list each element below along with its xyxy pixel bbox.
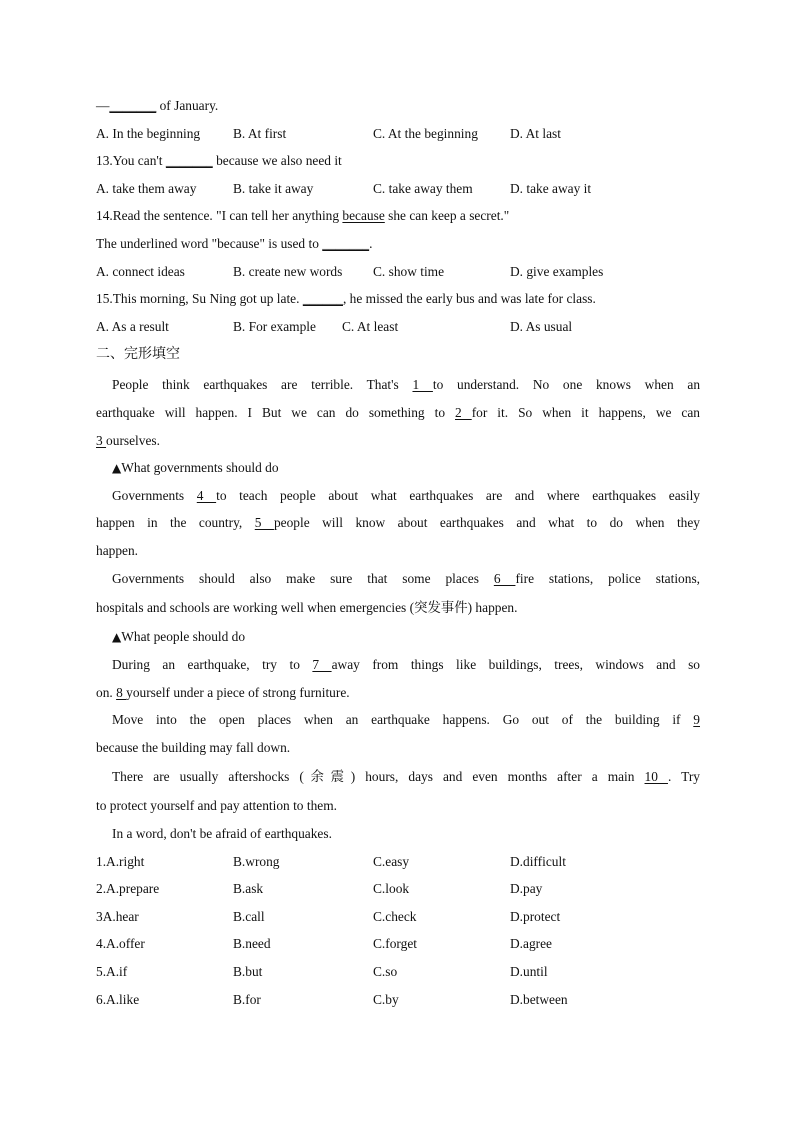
p2-l2-text: happen in the country, [96,515,255,530]
blank-9: 9 [693,712,700,727]
q14-options [96,264,700,280]
q15-option-c: C. At least [342,319,399,334]
passage-p4-line1 [112,657,700,673]
cloze-1-option-b: B.wrong [233,854,280,869]
p2-l1-text: Governments [112,488,197,503]
p3-l1-text: Governments should also make sure that some places [112,571,494,586]
q13-option-a: A. take them away [96,181,197,196]
blank-10: 10 [644,769,668,784]
blank-7: 7 [312,657,332,672]
q12-option-d: D. At last [510,126,561,141]
q13-option-b: B. take it away [233,181,314,196]
cloze-2-option-b: B.ask [233,881,264,896]
cloze-options-6 [96,992,700,1008]
q13-text-post: because we also need it [212,153,342,168]
q15-question [96,291,596,307]
q14-option-b: B. create new words [233,264,343,279]
cloze-1-option-d: D.difficult [510,854,566,869]
p6-l1-text: There are usually aftershocks (余震) hours, days and even months after a main [112,769,645,784]
cloze-options-1 [96,854,700,870]
q12-options [96,126,700,142]
q13-text-pre: 13.You can't [96,153,166,168]
passage-p6-line1 [112,769,700,785]
cloze-4-option-c: C.forget [373,936,418,951]
cloze-options-2 [96,881,700,897]
p1-l1-text-post: to understand. No one knows when an [432,377,701,392]
cloze-4-option-b: B.need [233,936,271,951]
cloze-4-option-a: 4.A.offer [96,936,145,951]
passage-p1-line1 [112,377,700,393]
p4-l1-text: During an earthquake, try to [112,657,313,672]
p1-l2-text: earthquake will happen. I But we can do something to [96,405,456,420]
q13-option-c: C. take away them [373,181,473,196]
passage-p7: In a word, don't be afraid of earthquakes. [112,826,332,841]
blank-2: 2 [455,405,472,420]
cloze-2-option-c: C.look [373,881,410,896]
p3-l1-text-post: fire stations, police stations, [515,571,700,586]
q15-blank: ______ [302,291,343,306]
q12-text: of January. [156,98,219,113]
q14-option-a: A. connect ideas [96,264,185,279]
cloze-5-option-a: 5.A.if [96,964,128,979]
cloze-options-5 [96,964,700,980]
q14-underlined-word: because [342,208,385,223]
q15-option-d: D. As usual [510,319,573,334]
q15-option-a: A. As a result [96,319,169,334]
cloze-6-option-b: B.for [233,992,261,1007]
blank-1: 1 [412,377,433,392]
cloze-3-option-c: C.check [373,909,417,924]
q13-options [96,181,700,197]
cloze-options-3 [96,909,700,925]
passage-p6-line2: to protect yourself and pay attention to them. [96,798,337,813]
q14-question [96,208,509,224]
q15-text-post: , he missed the early bus and was late for class. [342,291,596,306]
cloze-3-option-a: 3A.hear [96,909,139,924]
q12-option-b: B. At first [233,126,287,141]
passage-p4-line2 [96,685,350,701]
cloze-4-option-d: D.agree [510,936,553,951]
passage-p1-line3 [96,433,160,449]
q14-blank: _______ [322,236,370,251]
passage-p2-line1 [112,488,700,504]
cloze-1-option-a: 1.A.right [96,854,145,869]
q12-dash: — [96,98,110,113]
q14-option-d: D. give examples [510,264,604,279]
subheading-governments-text: What governments should do [121,460,279,475]
passage-p2-line2 [96,515,700,531]
subheading-people [112,629,245,645]
q14-text-pre: 14.Read the sentence. "I can tell her anything [96,208,343,223]
p5-l1-text: Move into the open places when an earthquake happens. Go out of the building if [112,712,694,727]
subheading-governments [112,460,279,476]
q12-blank: _______ [109,98,157,113]
cloze-3-option-d: D.protect [510,909,561,924]
cloze-5-option-b: B.but [233,964,263,979]
q13-question [96,153,342,169]
subheading-people-text: What people should do [121,629,246,644]
p4-l2-text: on. [96,685,117,700]
p1-l3-text: ourselves. [106,433,160,448]
p1-l2-text-post: for it. So when it happens, we can [471,405,700,420]
cloze-options-4 [96,936,700,952]
section-heading-cloze: 二、完形填空 [96,346,180,362]
p2-l1-text-post: to teach people about what earthquakes are and where earthquakes easily [216,488,700,503]
q12-option-a: A. In the beginning [96,126,201,141]
passage-p5-line2: because the building may fall down. [96,740,291,755]
passage-p3-line1 [112,571,700,587]
q15-options [96,319,700,335]
blank-6: 6 [493,571,516,586]
blank-3: 3 [96,433,107,448]
passage-p1-line2 [96,405,700,421]
passage-p2-line3: happen. [96,543,139,558]
blank-8: 8 [116,685,127,700]
p4-l1-text-post: away from things like buildings, trees, windows and so [331,657,700,672]
cloze-6-option-c: C.by [373,992,399,1007]
cloze-1-option-c: C.easy [373,854,410,869]
q14-line2-pre: The underlined word "because" is used to [96,236,323,251]
q14-option-c: C. show time [373,264,445,279]
cloze-5-option-c: C.so [373,964,398,979]
p6-l1-text-post: . Try [667,769,700,784]
blank-4: 4 [196,488,217,503]
q15-option-b: B. For example [233,319,316,334]
q12-tail [96,98,218,114]
passage-p5-line1 [112,712,700,728]
q14-text-post: she can keep a secret." [384,208,510,223]
p1-l1-text: People think earthquakes are terrible. That's [112,377,413,392]
q13-blank: _______ [165,153,213,168]
p4-l2-text-post: yourself under a piece of strong furniture. [126,685,350,700]
cloze-6-option-d: D.between [510,992,568,1007]
cloze-6-option-a: 6.A.like [96,992,140,1007]
cloze-5-option-d: D.until [510,964,548,979]
triangle-icon: ▲ [112,461,122,475]
q14-line2 [96,236,372,252]
q14-line2-post: . [369,236,373,251]
cloze-2-option-a: 2.A.prepare [96,881,160,896]
p2-l2-text-post: people will know about earthquakes and what to do when they [273,515,700,530]
q15-text-pre: 15.This morning, Su Ning got up late. [96,291,303,306]
q12-option-c: C. At the beginning [373,126,478,141]
blank-5: 5 [254,515,274,530]
cloze-3-option-b: B.call [233,909,265,924]
triangle-icon: ▲ [112,630,122,644]
q13-option-d: D. take away it [510,181,592,196]
cloze-2-option-d: D.pay [510,881,543,896]
passage-p3-line2: hospitals and schools are working well when emergencies (突发事件) happen. [96,600,518,615]
